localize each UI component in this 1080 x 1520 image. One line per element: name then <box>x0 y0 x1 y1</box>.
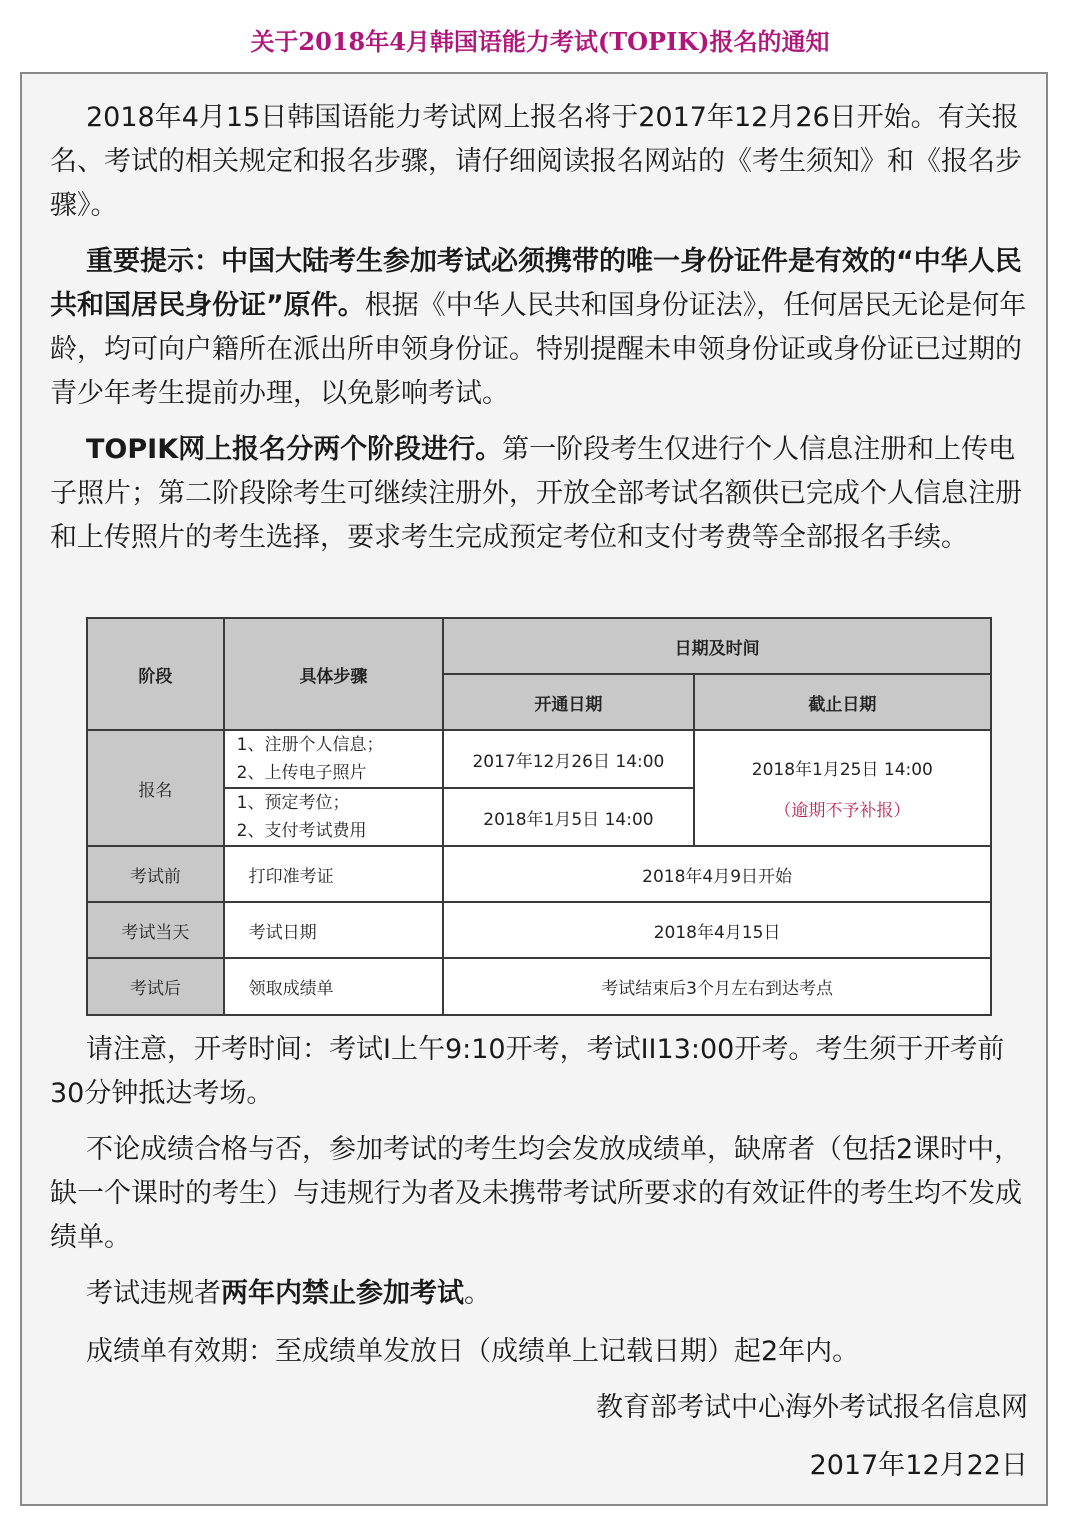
table-row <box>87 902 991 958</box>
important-bold: 重要提示：中国大陆考生参加考试必须携带的唯一身份证件是有效的“中华人民共和国居民身份证”原件。 <box>50 246 1022 321</box>
paragraph-violation <box>50 1272 1030 1316</box>
violation-post: 。 <box>464 1278 491 1309</box>
header-open-date: 开通日期 <box>443 674 693 730</box>
step-text: 2、上传电子照片 <box>236 763 367 783</box>
late-note: （逾期不予补报） <box>774 801 911 821</box>
violation-bold: 两年内禁止参加考试 <box>221 1278 464 1309</box>
close-date-text: 2018年1月25日 14:00 <box>751 760 933 780</box>
paragraph-score-report: 不论成绩合格与否，参加考试的考生均会发放成绩单，缺席者（包括2课时中，缺一个课时的考生）与违规行为者及未携带考试所要求的有效证件的考生均不发成绩单。 <box>50 1134 1022 1253</box>
header-close-date: 截止日期 <box>694 674 991 730</box>
paragraph-validity: 成绩单有效期：至成绩单发放日（成绩单上记载日期）起2年内。 <box>86 1336 860 1367</box>
step-text: 1、预定考位； <box>236 793 350 813</box>
open-date-2: 2018年1月5日 14:00 <box>443 788 693 846</box>
header-steps: 具体步骤 <box>224 618 444 730</box>
step-after-exam: 领取成绩单 <box>224 958 444 1015</box>
date-after-exam: 考试结束后3个月左右到达考点 <box>443 958 991 1015</box>
steps-registration-1 <box>224 730 444 788</box>
stage-after-exam: 考试后 <box>87 958 224 1015</box>
header-datetime: 日期及时间 <box>443 618 991 674</box>
signature-date: 2017年12月22日 <box>809 1450 1028 1481</box>
table-row <box>87 846 991 902</box>
signature-organization: 教育部考试中心海外考试报名信息网 <box>596 1392 1028 1423</box>
page-title: 关于2018年4月韩国语能力考试(TOPIK)报名的通知 <box>250 27 830 56</box>
stage-before-exam: 考试前 <box>87 846 224 902</box>
close-date-registration <box>694 730 991 846</box>
paragraph-important <box>50 240 1030 416</box>
stages-bold: TOPIK网上报名分两个阶段进行。 <box>86 434 503 465</box>
stage-exam-day: 考试当天 <box>87 902 224 958</box>
step-text: 2、支付考试费用 <box>236 821 367 841</box>
stages-rest: 第一阶段考生仅进行个人信息注册和上传电子照片；第二阶段除考生可继续注册外，开放全部考试名额供已完成个人信息注册和上传照片的考生选择，要求考生完成预定考位和支付考费等全部报名手续。 <box>50 434 1022 553</box>
schedule-table <box>86 617 992 1016</box>
step-before-exam: 打印准考证 <box>224 846 444 902</box>
step-exam-day: 考试日期 <box>224 902 444 958</box>
important-rest: 根据《中华人民共和国身份证法》，任何居民无论是何年龄，均可向户籍所在派出所申领身份证。特别提醒未申领身份证或身份证已过期的青少年考生提前办理，以免影响考试。 <box>50 290 1027 409</box>
date-exam-day: 2018年4月15日 <box>443 902 991 958</box>
date-before-exam: 2018年4月9日开始 <box>443 846 991 902</box>
open-date-1: 2017年12月26日 14:00 <box>443 730 693 788</box>
table-header-row <box>87 618 991 674</box>
header-stage: 阶段 <box>87 618 224 730</box>
step-text: 1、注册个人信息； <box>236 735 384 755</box>
paragraph-stages <box>50 428 1030 560</box>
violation-pre: 考试违规者 <box>86 1278 221 1309</box>
paragraph-exam-time: 请注意，开考时间：考试I上午9:10开考，考试II13:00开考。考生须于开考前30分钟抵达考场。 <box>50 1034 1005 1109</box>
stage-registration: 报名 <box>87 730 224 846</box>
table-row <box>87 958 991 1015</box>
paragraph-intro: 2018年4月15日韩国语能力考试网上报名将于2017年12月26日开始。有关报名、考试的相关规定和报名步骤，请仔细阅读报名网站的《考生须知》和《报名步骤》。 <box>50 102 1022 221</box>
steps-registration-2 <box>224 788 444 846</box>
table-row <box>87 730 991 788</box>
